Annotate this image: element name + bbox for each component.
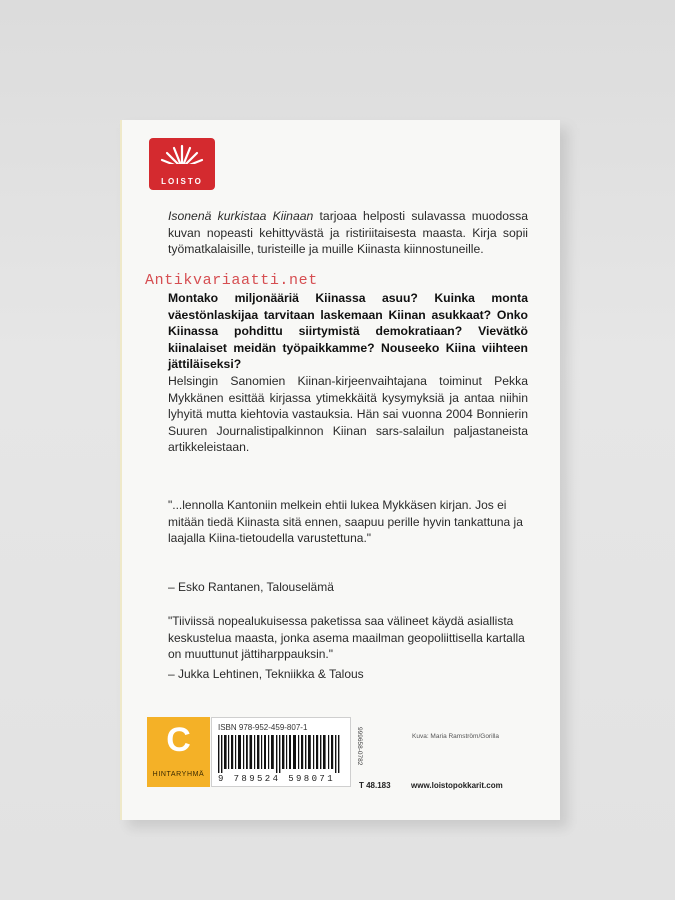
review-attribution-1: – Esko Rantanen, Talouselämä [168, 580, 334, 594]
logo-text: LOISTO [161, 177, 203, 186]
review-quote-2: "Tiiviissä nopealukuisessa paketissa saa välineet käydä asiallista keskustelua maasta, jonka asema maailman geopoliittisella kartalla on muuttunut jättiharppauksin." [168, 614, 525, 661]
book-back-cover [120, 120, 560, 820]
review-quote-1: "...lennolla Kantoniin melkein ehtii lukea Mykkäsen kirjan. Jos ei mitään tiedä Kiinasta sitä ennen, saapuu perille hyvin tankattuna ja laajalla Kiina-tietoudella varustettuna." [168, 498, 523, 545]
price-group-label: HINTARYHMÄ [152, 771, 205, 778]
questions-paragraph [168, 290, 528, 373]
product-code: T 48.183 [359, 781, 391, 790]
author-bio-text: Helsingin Sanomien Kiinan-kirjeenvaihtajana toiminut Pekka Mykkänen esittää kirjassa ytimekkäitä kysymyksiä ja antaa niihin lyhyitä mutta kiehtovia vastauksia. Hän sai vuonna 2004 Bonnierin Suuren Journalistipalkinnon Kiinan sars-salailun paljastaneista artikkeleistaan. [168, 374, 528, 454]
intro-text: tarjoaa helposti sulavassa muodossa kuvan nopeasti kehittyvästä ja ristiriitaisesta maasta. Kirja sopii työmatkalaisille, turisteille ja muille Kiinasta kiinnostuneille. [168, 209, 528, 256]
intro-paragraph [168, 208, 528, 258]
publisher-url: www.loistopokkarit.com [411, 781, 503, 790]
photo-credit: Kuva: Maria Ramström/Gorilla [412, 733, 500, 740]
questions-text: Montako miljonääriä Kiinassa asuu? Kuinka monta väestönlaskijaa tarvitaan laskemaan Kiinan asukkaat? Onko Kiinassa pohdittu siirtymistä demokratiaan? Vievätkö kiinalaiset meidän työpaikkamme? Nouseeko Kiina viihteen jättiläiseksi? [168, 291, 528, 371]
isbn-digits: 9 789524 598071 [218, 774, 336, 784]
watermark-text: Antikvariaatti.net [145, 272, 318, 289]
vertical-product-code: 999658-0782 [356, 727, 363, 766]
author-bio-paragraph [168, 373, 528, 456]
sunrise-icon [158, 142, 206, 172]
review-attribution-2: – Jukka Lehtinen, Tekniikka & Talous [168, 667, 364, 681]
isbn-barcode [211, 717, 351, 787]
book-title-italic: Isonenä kurkistaa Kiinaan [168, 209, 314, 223]
publisher-logo [149, 138, 215, 190]
barcode-icon [218, 735, 346, 773]
isbn-label: ISBN 978-952-459-807-1 [218, 723, 308, 732]
price-group-badge [147, 717, 210, 787]
price-group-letter: C [166, 721, 191, 759]
